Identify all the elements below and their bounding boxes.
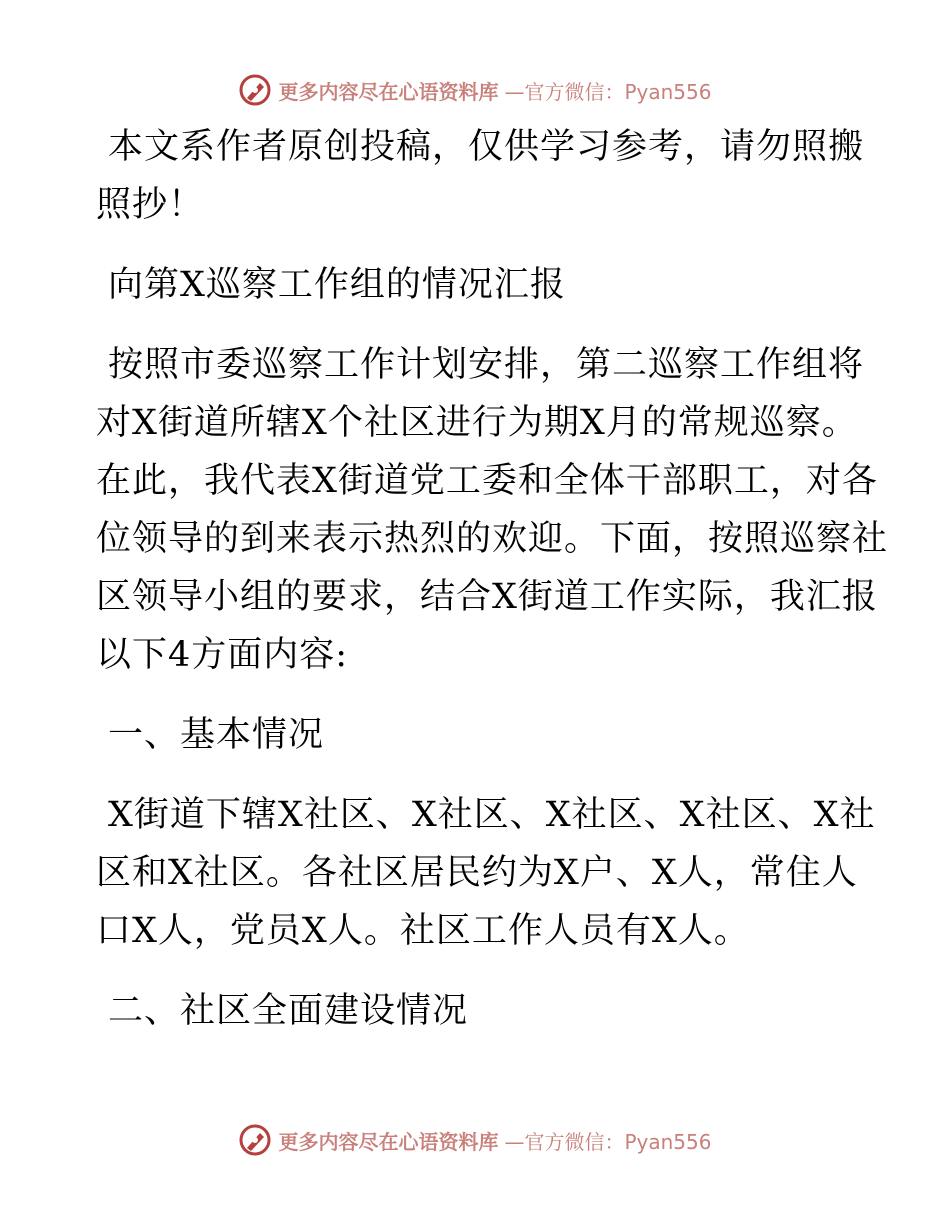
pen-nib-logo-icon	[238, 1123, 272, 1157]
text-line: X街道下辖X社区、X社区、X社区、X社区、X社	[108, 795, 876, 835]
text-line: 按照市委巡察工作计划安排，第二巡察工作组将	[108, 345, 865, 385]
banner-sub-text: —官方微信：Pyan556	[504, 79, 712, 104]
text-line: 位领导的到来表示热烈的欢迎。下面，按照巡察社	[96, 519, 889, 559]
pen-nib-logo-icon	[238, 73, 272, 107]
text-line: 对X街道所辖X个社区进行为期X月的常规巡察。	[96, 403, 858, 443]
text-line: 向第X巡察工作组的情况汇报	[108, 265, 566, 305]
notice-paragraph	[96, 118, 865, 234]
document-title	[96, 256, 856, 314]
text-line: 在此，我代表X街道党工委和全体干部职工，对各	[96, 461, 878, 501]
section1-heading	[96, 706, 856, 764]
banner-main-text: 更多内容尽在心语资料库	[278, 79, 499, 104]
text-line: 以下4方面内容:	[96, 635, 349, 675]
text-line: 区领导小组的要求，结合X街道工作实际，我汇报	[96, 577, 878, 617]
header-banner	[0, 70, 950, 110]
banner-main-text: 更多内容尽在心语资料库	[278, 1129, 499, 1154]
text-line: 口X人，党员X人。社区工作人员有X人。	[96, 911, 750, 951]
banner-sub-text: —官方微信：Pyan556	[504, 1129, 712, 1154]
footer-banner	[0, 1120, 950, 1160]
intro-paragraph	[96, 336, 889, 684]
text-line: 二、社区全面建设情况	[108, 991, 469, 1031]
text-line: 一、基本情况	[108, 715, 325, 755]
document-body	[96, 118, 889, 1040]
section2-heading	[96, 982, 856, 1040]
text-line: 区和X社区。各社区居民约为X户、X人，常住人	[96, 853, 858, 893]
section1-paragraph	[96, 786, 876, 960]
text-line: 照抄！	[96, 185, 205, 225]
text-line: 本文系作者原创投稿，仅供学习参考，请勿照搬	[108, 127, 865, 167]
